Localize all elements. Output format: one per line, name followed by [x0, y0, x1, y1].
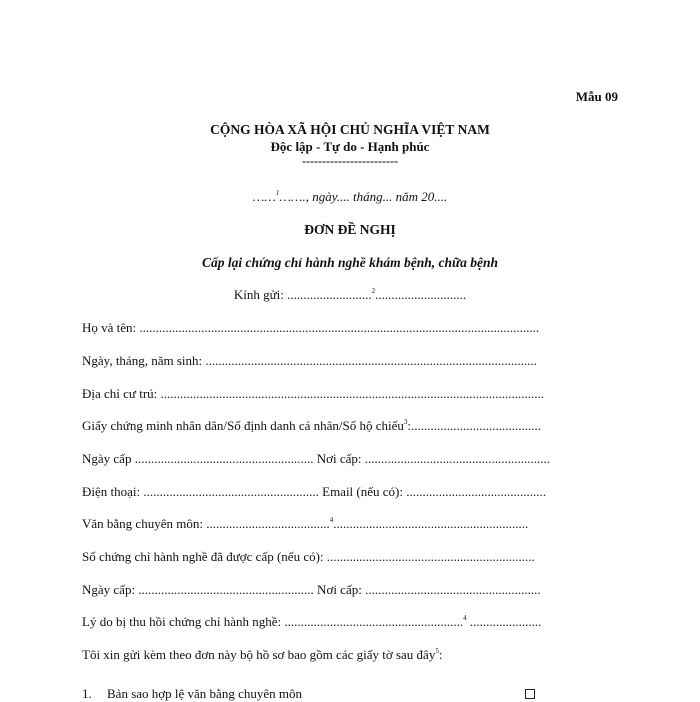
footnote-ref: 5: [435, 647, 439, 655]
footnote-ref: 2: [371, 287, 376, 295]
footnote-ref: 4: [463, 614, 467, 622]
id-number-dots: :........................................: [407, 418, 542, 433]
certificate-number-field[interactable]: Số chứng chỉ hành nghề đã được cấp (nếu có): ................................................................: [82, 549, 535, 564]
degree-dots: ............................................................: [333, 516, 529, 531]
document-subtitle: Cấp lại chứng chỉ hành nghề khám bệnh, chữa bệnh: [202, 255, 498, 270]
date-line-prefix: ……: [252, 189, 276, 204]
footnote-ref: 1: [275, 189, 280, 197]
form-code: Mẫu 09: [575, 89, 618, 104]
revocation-reason-dots: ......................: [466, 614, 542, 629]
document-title: ĐƠN ĐỀ NGHỊ: [304, 222, 396, 237]
attachments-intro: [82, 647, 442, 663]
id-number-label: Giấy chứng minh nhân dân/Số định danh cá nhân/Số hộ chiếu: [82, 418, 404, 433]
date-line-suffix: ……., ngày.... tháng... năm 20....: [279, 189, 448, 204]
date-line: [0, 189, 700, 205]
header-divider: ------------------------: [302, 154, 398, 168]
date-of-birth-field[interactable]: Ngày, tháng, năm sinh: ......................................................................................................: [82, 353, 537, 368]
issue-date-place-field[interactable]: Ngày cấp ....................................................... Nơi cấp: .........................................................: [82, 451, 550, 466]
attachments-intro-colon: :: [438, 647, 443, 662]
attachment-number: 1.: [82, 686, 92, 701]
attachments-intro-text: Tôi xin gửi kèm theo đơn này bộ hồ sơ bao gồm các giấy tờ sau đây: [82, 647, 436, 662]
national-title: CỘNG HÒA XÃ HỘI CHỦ NGHĨA VIỆT NAM: [210, 122, 490, 137]
recipient-line: [0, 287, 700, 303]
revocation-reason-field[interactable]: [82, 614, 541, 630]
footnote-ref: 3: [403, 418, 408, 426]
degree-field[interactable]: [82, 516, 528, 532]
id-number-field[interactable]: [82, 418, 541, 434]
attachment-checkbox[interactable]: [525, 689, 535, 699]
attachment-text: Bản sao hợp lệ văn bằng chuyên môn: [107, 686, 302, 701]
footnote-ref: 4: [329, 516, 334, 524]
certificate-issue-field[interactable]: Ngày cấp: ...................................................... Nơi cấp: ......................................................: [82, 582, 541, 597]
revocation-reason-label: Lý do bị thu hồi chứng chỉ hành nghề: .......................................................: [82, 614, 464, 629]
full-name-field[interactable]: Họ và tên: ...........................................................................................................................: [82, 320, 540, 335]
recipient-prefix: Kính gửi: ..........................: [233, 287, 372, 302]
address-field[interactable]: Địa chỉ cư trú: ......................................................................................................................: [82, 386, 545, 401]
national-motto: Độc lập - Tự do - Hạnh phúc: [270, 139, 430, 154]
degree-label: Văn bằng chuyên môn: ......................................: [82, 516, 330, 531]
recipient-suffix: ............................: [375, 287, 467, 302]
phone-email-field[interactable]: Điện thoại: ...................................................... Email (nếu có): ...........................................: [82, 484, 546, 499]
